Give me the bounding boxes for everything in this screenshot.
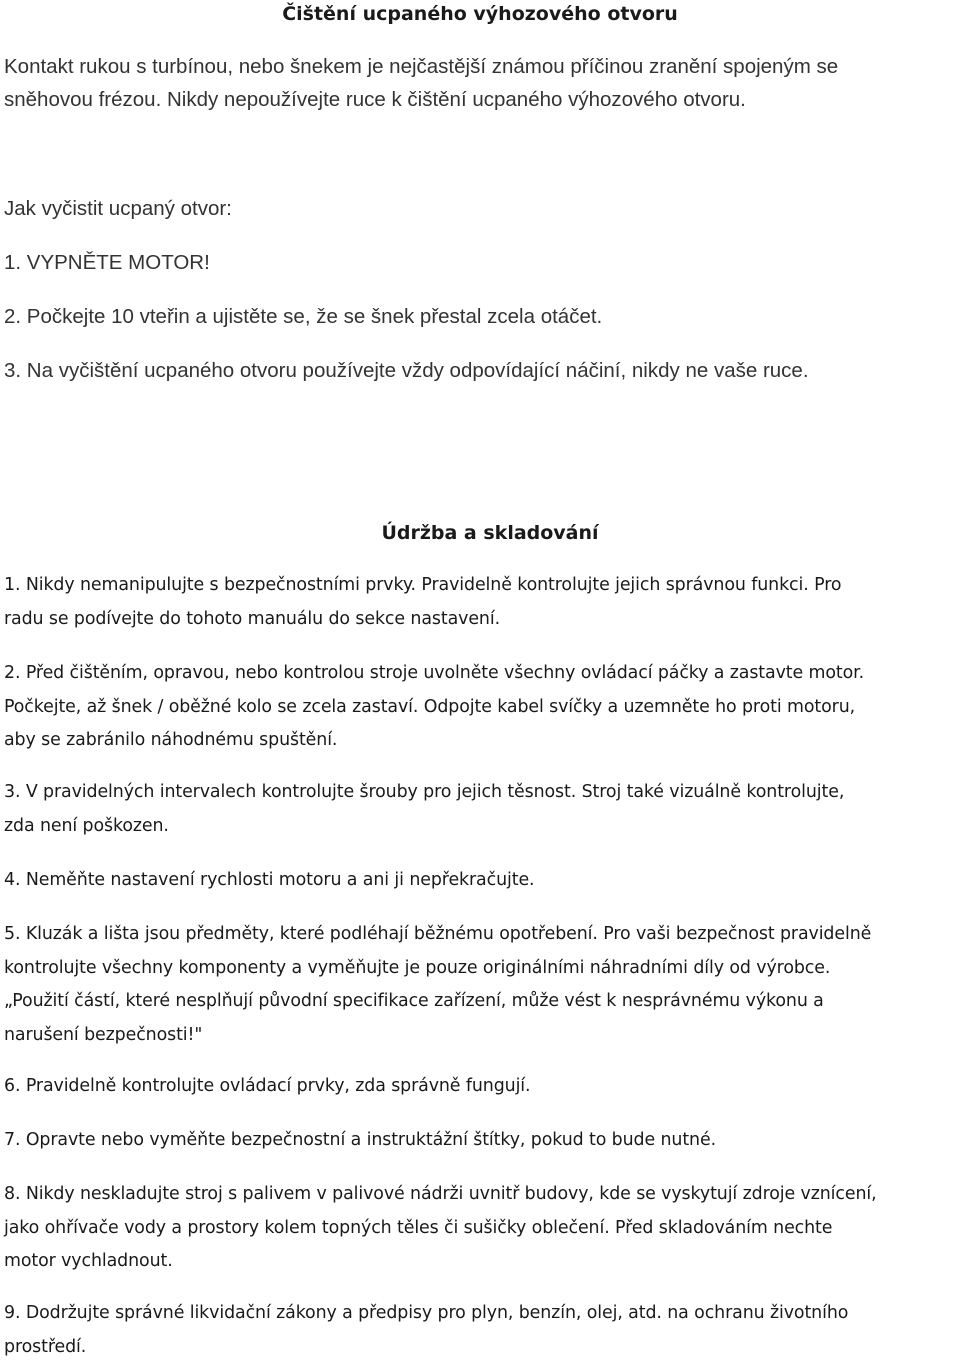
item-line: jako ohřívače vody a prostory kolem topných těles či sušičky oblečení. Před skladováním nechte bbox=[4, 1212, 877, 1246]
maintenance-item-6 bbox=[4, 1070, 530, 1104]
item-line: 8. Nikdy neskladujte stroj s palivem v palivové nádrži uvnitř budovy, kde se vyskytují zdroje vznícení, bbox=[4, 1178, 877, 1212]
section-title-maintenance: Údržba a skladování bbox=[0, 520, 960, 546]
item-line: 3. V pravidelných intervalech kontrolujte šrouby pro jejich těsnost. Stroj také vizuálně kontrolujte, bbox=[4, 776, 844, 810]
maintenance-item-4 bbox=[4, 864, 534, 898]
intro-paragraph bbox=[4, 50, 838, 116]
cleaning-step: 3. Na vyčištění ucpaného otvoru používejte vždy odpovídající náčiní, nikdy ne vaše ruce. bbox=[4, 354, 809, 387]
item-line: 7. Opravte nebo vyměňte bezpečnostní a instruktážní štítky, pokud to bude nutné. bbox=[4, 1124, 716, 1158]
item-line: Počkejte, až šnek / oběžné kolo se zcela zastaví. Odpojte kabel svíčky a uzemněte ho proti motoru, bbox=[4, 691, 864, 725]
maintenance-item-9 bbox=[4, 1297, 848, 1364]
maintenance-item-2 bbox=[4, 657, 864, 758]
maintenance-item-5 bbox=[4, 918, 871, 1052]
item-line: 4. Neměňte nastavení rychlosti motoru a ani ji nepřekračujte. bbox=[4, 864, 534, 898]
item-line: prostředí. bbox=[4, 1331, 848, 1364]
item-line: narušení bezpečnosti!" bbox=[4, 1019, 871, 1053]
maintenance-item-7 bbox=[4, 1124, 716, 1158]
howto-label: Jak vyčistit ucpaný otvor: bbox=[4, 192, 232, 225]
item-line: motor vychladnout. bbox=[4, 1245, 877, 1279]
item-line: 2. Před čištěním, opravou, nebo kontrolou stroje uvolněte všechny ovládací páčky a zastavte motor. bbox=[4, 657, 864, 691]
item-line: 9. Dodržujte správné likvidační zákony a předpisy pro plyn, benzín, olej, atd. na ochranu životního bbox=[4, 1297, 848, 1331]
item-line: 5. Kluzák a lišta jsou předměty, které podléhají běžnému opotřebení. Pro vaši bezpečnost pravidelně bbox=[4, 918, 871, 952]
item-line: „Použití částí, které nesplňují původní specifikace zařízení, může vést k nesprávnému výkonu a bbox=[4, 985, 871, 1019]
item-line: kontrolujte všechny komponenty a vyměňujte je pouze originálními náhradními díly od výrobce. bbox=[4, 952, 871, 986]
maintenance-item-8 bbox=[4, 1178, 877, 1279]
maintenance-item-3 bbox=[4, 776, 844, 843]
item-line: aby se zabránilo náhodnému spuštění. bbox=[4, 724, 864, 758]
section-title-cleaning: Čištění ucpaného výhozového otvoru bbox=[0, 1, 960, 27]
cleaning-step: 2. Počkejte 10 vteřin a ujistěte se, že se šnek přestal zcela otáčet. bbox=[4, 300, 602, 333]
item-line: radu se podívejte do tohoto manuálu do sekce nastavení. bbox=[4, 603, 841, 637]
cleaning-step: 1. VYPNĚTE MOTOR! bbox=[4, 246, 210, 279]
item-line: 1. Nikdy nemanipulujte s bezpečnostními prvky. Pravidelně kontrolujte jejich správnou funkci. Pro bbox=[4, 569, 841, 603]
item-line: zda není poškozen. bbox=[4, 810, 844, 844]
maintenance-item-1 bbox=[4, 569, 841, 636]
intro-line: sněhovou frézou. Nikdy nepoužívejte ruce k čištění ucpaného výhozového otvoru. bbox=[4, 83, 838, 116]
item-line: 6. Pravidelně kontrolujte ovládací prvky, zda správně fungují. bbox=[4, 1070, 530, 1104]
intro-line: Kontakt rukou s turbínou, nebo šnekem je nejčastější známou příčinou zranění spojeným se bbox=[4, 50, 838, 83]
